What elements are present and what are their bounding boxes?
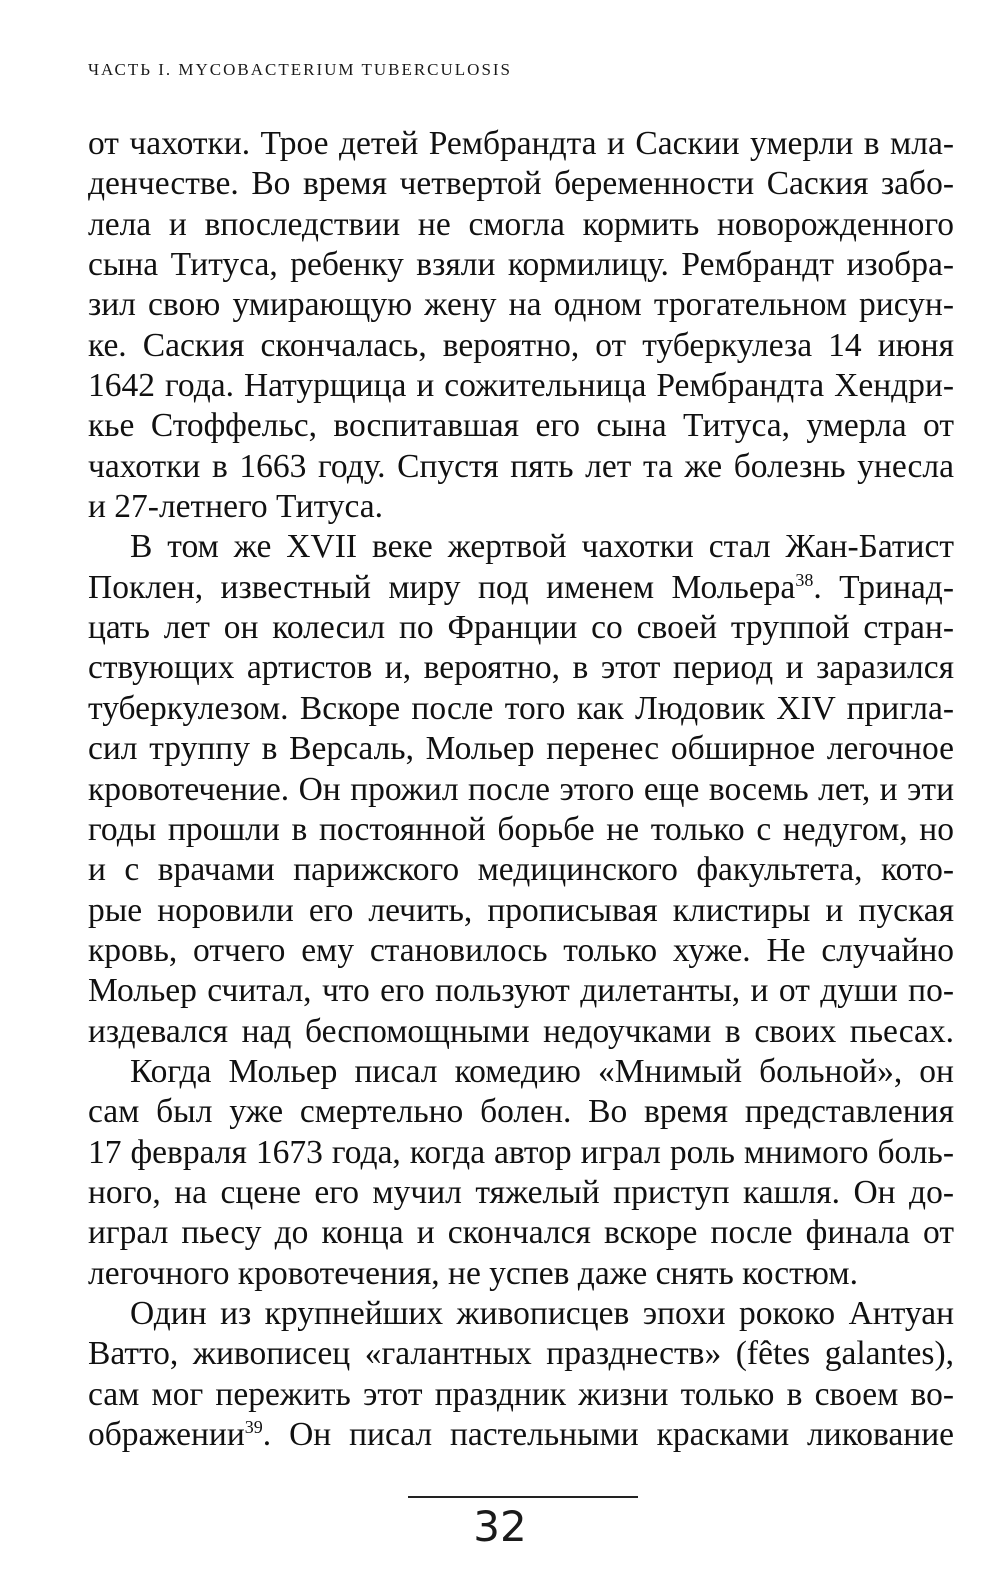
text-line: кровотечение. Он прожил после этого еще восемь лет, и эти xyxy=(88,770,954,808)
text-line: и 27-летнего Титуса. xyxy=(88,488,384,526)
text-line: кровь, отчего ему становилось только хуже. Не случайно xyxy=(88,931,954,969)
paragraph-imaginary-invalid xyxy=(88,1052,954,1294)
text-line: от чахотки. Трое детей Рембрандта и Саскии умерли в мла- xyxy=(88,125,954,162)
text-fragment: . Тринад- xyxy=(813,568,954,606)
page-number: 32 xyxy=(473,1502,527,1551)
text-line: денчестве. Во время четвертой беременности Саския забо- xyxy=(88,165,954,203)
text-line xyxy=(88,1415,954,1455)
text-fragment: Поклен, известный миру под именем Мольера xyxy=(88,568,796,606)
text-line: цать лет он колесил по Франции со своей труппой стран- xyxy=(88,609,954,647)
text-line: сына Титуса, ребенку взяли кормилицу. Рембрандт изобра- xyxy=(88,246,954,284)
text-line: и с врачами парижского медицинского факультета, кото- xyxy=(88,851,954,889)
text-line: годы прошли в постоянной борьбе не только с недугом, но xyxy=(88,810,954,848)
text-line: издевался над беспомощными недоучками в своих пьесах. xyxy=(88,1012,954,1050)
paragraph-moliere xyxy=(88,527,954,1051)
text-line: ке. Саския скончалась, вероятно, от туберкулеза 14 июня xyxy=(88,326,954,364)
text-line: Мольер считал, что его пользуют дилетанты, и от души по- xyxy=(88,972,954,1010)
text-line: Когда Мольер писал комедию «Мнимый больной», он xyxy=(130,1052,954,1090)
text-line: рые норовили его лечить, прописывая клистиры и пуская xyxy=(88,891,954,929)
text-line: играл пьесу до конца и скончался вскоре после финала от xyxy=(88,1214,954,1252)
paragraph-rembrandt xyxy=(88,124,954,527)
footer-rule xyxy=(408,1496,638,1498)
text-line xyxy=(88,568,954,608)
text-line: чахотки в 1663 году. Спустя пять лет та же болезнь унесла xyxy=(88,447,954,485)
text-line: сам был уже смертельно болен. Во время представления xyxy=(88,1093,954,1131)
text-line: легочного кровотечения, не успев даже снять костюм. xyxy=(88,1254,858,1292)
text-line: 17 февраля 1673 года, когда автор играл роль мнимого боль- xyxy=(88,1133,954,1171)
text-line: кье Стоффельс, воспитавшая его сына Титуса, умерла от xyxy=(88,407,954,445)
text-line: лела и впоследствии не смогла кормить новорожденного xyxy=(88,205,954,243)
text-line: 1642 года. Натурщица и сожительница Рембрандта Хендри- xyxy=(88,367,954,405)
text-fragment: ображении xyxy=(88,1416,245,1453)
text-fragment: Он писал пастельными красками ликование xyxy=(289,1416,954,1453)
running-head: ЧАСТЬ I. MYCOBACTERIUM TUBERCULOSIS xyxy=(88,60,513,79)
text-line: ствующих артистов и, вероятно, в этот период и заразился xyxy=(88,649,954,687)
text-line: сам мог пережить этот праздник жизни только в своем во- xyxy=(88,1375,954,1413)
text-fragment: . xyxy=(262,1416,290,1453)
text-line: туберкулезом. Вскоре после того как Людовик XIV пригла- xyxy=(88,689,954,727)
footnote-ref-39[interactable]: 39 xyxy=(244,1417,263,1437)
body-text xyxy=(88,124,954,1455)
paragraph-watteau xyxy=(88,1294,954,1455)
text-line: Один из крупнейших живописцев эпохи рококо Антуан xyxy=(130,1294,954,1332)
text-line: В том же XVII веке жертвой чахотки стал Жан-Батист xyxy=(130,528,954,566)
text-line: зил свою умирающую жену на одном трогательном рисун- xyxy=(88,286,954,324)
footnote-ref-38[interactable]: 38 xyxy=(795,569,814,590)
text-line: сил труппу в Версаль, Мольер перенес обширное легочное xyxy=(88,730,954,768)
text-line: Ватто, живописец «галантных празднеств» (fêtes galantes), xyxy=(88,1335,954,1373)
text-line: ного, на сцене его мучил тяжелый приступ кашля. Он до- xyxy=(88,1173,954,1211)
